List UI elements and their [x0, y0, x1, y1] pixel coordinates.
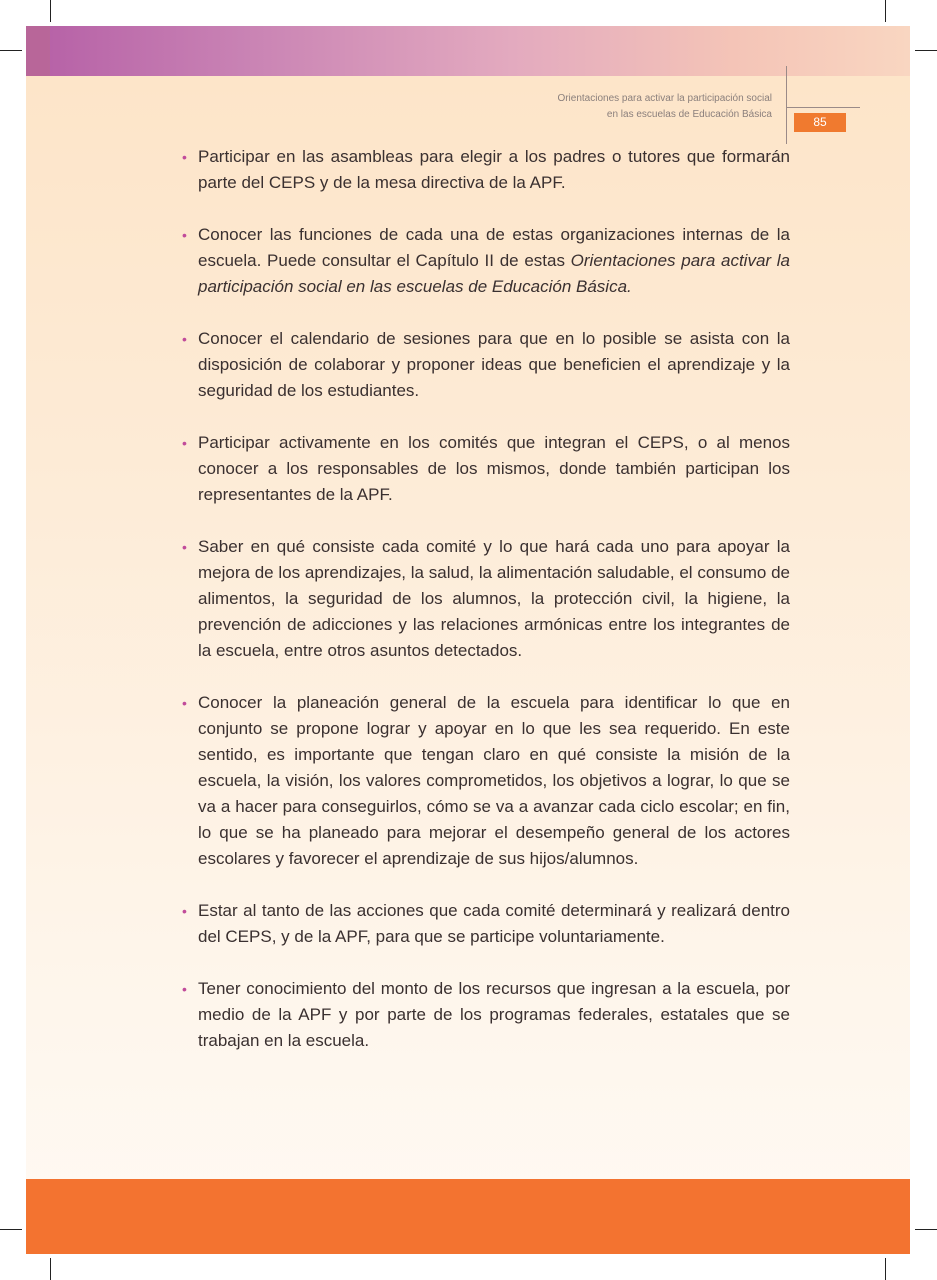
list-item-text: Participar en las asambleas para elegir a los padres o tutores que formarán parte del CEPS y de la mesa directiva de la APF.: [198, 147, 790, 192]
bullet-dot-icon: •: [182, 903, 187, 919]
bullet-list: [180, 144, 790, 1080]
list-item: [180, 690, 790, 872]
bullet-dot-icon: •: [182, 331, 187, 347]
header-divider-vertical: [786, 66, 787, 144]
crop-mark: [915, 1229, 937, 1230]
bullet-dot-icon: •: [182, 149, 187, 165]
list-item-text: Conocer la planeación general de la escuela para identificar lo que en conjunto se propone lograr y apoyar en lo que les sea requerido. En este sentido, es importante que tengan claro en qué consiste la misión de la escuela, la visión, los valores comprometidos, los objetivos a lograr, lo que se va a hacer para conseguirlos, cómo se va a avanzar cada ciclo escolar; en fin, lo que se ha planeado para mejorar el desempeño general de los actores escolares y favorecer el aprendizaje de sus hijos/alumnos.: [198, 693, 790, 868]
list-item-text: Conocer el calendario de sesiones para que en lo posible se asista con la disposición de colaborar y proponer ideas que beneficien el aprendizaje y la seguridad de los estudiantes.: [198, 329, 790, 400]
list-item: [180, 898, 790, 950]
list-item-text: Tener conocimiento del monto de los recursos que ingresan a la escuela, por medio de la APF y por parte de los programas federales, estatales que se trabajan en la escuela.: [198, 979, 790, 1050]
crop-mark: [0, 1229, 22, 1230]
list-item: [180, 326, 790, 404]
bullet-dot-icon: •: [182, 227, 187, 243]
crop-mark: [915, 50, 937, 51]
header-divider-horizontal: [786, 107, 860, 108]
document-page: [26, 26, 910, 1254]
list-item: [180, 222, 790, 300]
list-item-text: Saber en qué consiste cada comité y lo que hará cada uno para apoyar la mejora de los aprendizajes, la salud, la alimentación saludable, el consumo de alimentos, la seguridad de los alumnos, la protección civil, la higiene, la prevención de adicciones y las relaciones armónicas entre los integrantes de la escuela, entre otros asuntos detectados.: [198, 537, 790, 660]
header-band-edge: [26, 26, 50, 76]
list-item: [180, 976, 790, 1054]
crop-mark: [885, 0, 886, 22]
crop-mark: [885, 1258, 886, 1280]
crop-mark: [0, 50, 22, 51]
bullet-dot-icon: •: [182, 981, 187, 997]
list-item: [180, 144, 790, 196]
running-head: [557, 91, 772, 123]
footer-color-band: [26, 1179, 910, 1254]
list-item: [180, 430, 790, 508]
list-item-text: Estar al tanto de las acciones que cada comité determinará y realizará dentro del CEPS, y de la APF, para que se participe voluntariamente.: [198, 901, 790, 946]
bullet-dot-icon: •: [182, 539, 187, 555]
running-head-line2: en las escuelas de Educación Básica: [606, 109, 772, 120]
page-number: 85: [794, 113, 846, 132]
crop-mark: [50, 1258, 51, 1280]
bullet-dot-icon: •: [182, 435, 187, 451]
header-color-band: [26, 26, 910, 76]
list-item-text: Participar activamente en los comités que integran el CEPS, o al menos conocer a los responsables de los mismos, donde también participan los representantes de la APF.: [198, 433, 790, 504]
list-item: [180, 534, 790, 664]
running-head-line1: Orientaciones para activar la participación social: [557, 93, 772, 104]
bullet-dot-icon: •: [182, 695, 187, 711]
crop-mark: [50, 0, 51, 22]
list-item-italic-title: Orientaciones para activar la participación social en las escuelas de Educación Básica.: [198, 251, 790, 296]
list-item-text: Conocer las funciones de cada una de estas organizaciones internas de la escuela. Puede consultar el Capítulo II de estas: [198, 225, 790, 270]
